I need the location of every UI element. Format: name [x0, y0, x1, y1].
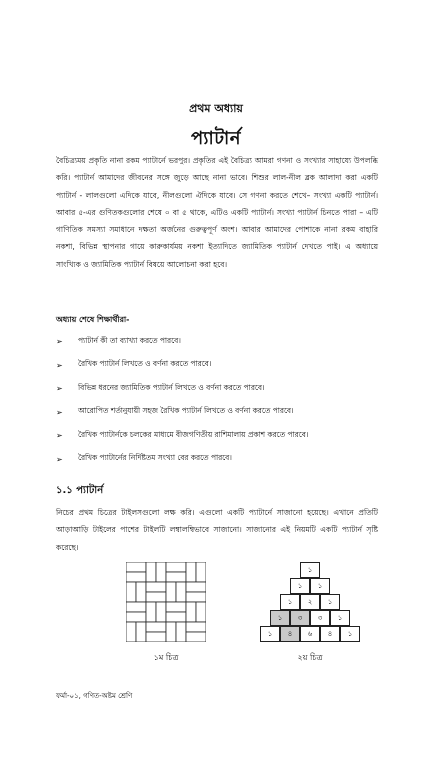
objective-item	[56, 448, 386, 472]
pascal-cell: ১	[270, 610, 290, 626]
pascal-row	[300, 562, 320, 578]
pascal-cell: ১	[290, 578, 310, 594]
pascal-cell: ৩	[310, 610, 330, 626]
pascal-cell: ৪	[280, 626, 300, 642]
pascal-row	[290, 578, 330, 594]
pascal-cell: ১	[300, 562, 320, 578]
figures-area	[0, 562, 432, 672]
pascal-cell: ১	[280, 594, 300, 610]
pascal-cell: ১	[260, 626, 280, 642]
objective-item	[56, 401, 386, 425]
objective-text: রৈখিক প্যাটার্ন লিখতে ও বর্ণনা করতে পারবে।	[78, 359, 212, 369]
pascal-triangle-figure	[267, 562, 353, 644]
section-paragraph: নিচের প্রথম চিত্রের টাইলসগুলো লক্ষ করি। এগুলো একটি প্যাটার্নে সাজানো হয়েছে। এখানে প্রতিটি আড়াআড়ি টাইলের পাশের টাইলটি লম্বালম্বিভাবে সাজানো। সাজানোর এই নিয়মটি একটি প্যাটার্ন সৃষ্টি করেছে।	[56, 508, 378, 552]
pascal-row	[280, 594, 340, 610]
objective-item	[56, 424, 386, 448]
pascal-row	[270, 610, 350, 626]
objective-text: বিভিন্ন ধরনের জ্যামিতিক প্যাটার্ন লিখতে ও বর্ণনা করতে পারবে।	[78, 382, 265, 392]
figure-2-caption: ২য় চিত্র	[297, 653, 323, 662]
arrow-bullet-icon: ➢	[56, 431, 63, 441]
pascal-cell: ৩	[290, 610, 310, 626]
objectives-list	[56, 330, 386, 471]
pascal-row	[260, 626, 360, 642]
arrow-bullet-icon: ➢	[56, 360, 63, 370]
pascal-cell: ২	[300, 594, 320, 610]
pascal-cell: ৪	[320, 626, 340, 642]
intro-paragraph: বৈচিত্র্যময় প্রকৃতি নানা রকম প্যাটার্নে ভরপুর। প্রকৃতির এই বৈচিত্র্য আমরা গণনা ও সংখ্যার সাহায্যে উপলব্ধি করি। প্যাটার্ন আমাদের জীবনের সঙ্গে জুড়ে আছে নানা ভাবে। শিশুর লাল-নীল ব্লক আলাদা করা একটি প্যাটার্ন - লালগুলো এদিকে যাবে, নীলগুলো ঐদিকে যাবে। সে গণনা করতে শেখে– সংখ্যা একটি প্যাটার্ন। আবার ৫-এর গুণিতকগুলোর শেষে ০ বা ৫ থাকে, এটিও একটি প্যাটার্ন। সংখ্যা প্যাটার্ন চিনতে পারা – এটি গাণিতিক সমস্যা সমাধানে দক্ষতা অর্জনের গুরুত্বপূর্ণ অংশ। আবার আমাদের পোশাকে নানা রকম বাহারি নকশা, বিভিন্ন স্থাপনার গায়ে কারুকার্যময় নকশা ইত্যাদিতে জ্যামিতিক প্যাটার্ন দেখতে পাই। এ অধ্যায়ে সাংখ্যিক ও জ্যামিতিক প্যাটার্ন বিষয়ে আলোচনা করা হবে।	[56, 156, 378, 269]
objectives-heading: অধ্যায় শেষে শিক্ষার্থীরা-	[56, 315, 130, 324]
pascal-cell: ১	[310, 578, 330, 594]
objective-item	[56, 354, 386, 378]
tile-pattern-figure	[126, 562, 206, 642]
arrow-bullet-icon: ➢	[56, 454, 63, 464]
objective-text: রৈখিক প্যাটার্নকে চলকের মাধ্যমে বীজগণিতীয় রাশিমালায় প্রকাশ করতে পারবে।	[78, 429, 309, 439]
objective-text: প্যাটার্ন কী তা ব্যাখ্যা করতে পারবে।	[78, 335, 181, 345]
pascal-cell: ১	[320, 594, 340, 610]
arrow-bullet-icon: ➢	[56, 337, 63, 347]
chapter-label: প্রথম অধ্যায়	[189, 102, 243, 115]
section-heading: ১.১ প্যাটার্ন	[56, 485, 104, 496]
page-footer: ফর্মা-০১, গণিত-অষ্টম শ্রেণি	[56, 692, 133, 700]
arrow-bullet-icon: ➢	[56, 384, 63, 394]
figure-1-caption: ১ম চিত্র	[153, 653, 179, 662]
objective-item	[56, 330, 386, 354]
objective-text: রৈখিক প্যাটার্নের নির্দিষ্টতম সংখ্যা বের করতে পারবে।	[78, 453, 232, 463]
objective-text: আরোপিত শর্তানুযায়ী সহজ রৈখিক প্যাটার্ন লিখতে ও বর্ণনা করতে পারবে।	[78, 406, 294, 416]
pascal-cell: ১	[340, 626, 360, 642]
objective-item	[56, 377, 386, 401]
chapter-title: প্যাটার্ন	[191, 128, 241, 149]
arrow-bullet-icon: ➢	[56, 407, 63, 417]
pascal-cell: ৬	[300, 626, 320, 642]
pascal-cell: ১	[330, 610, 350, 626]
